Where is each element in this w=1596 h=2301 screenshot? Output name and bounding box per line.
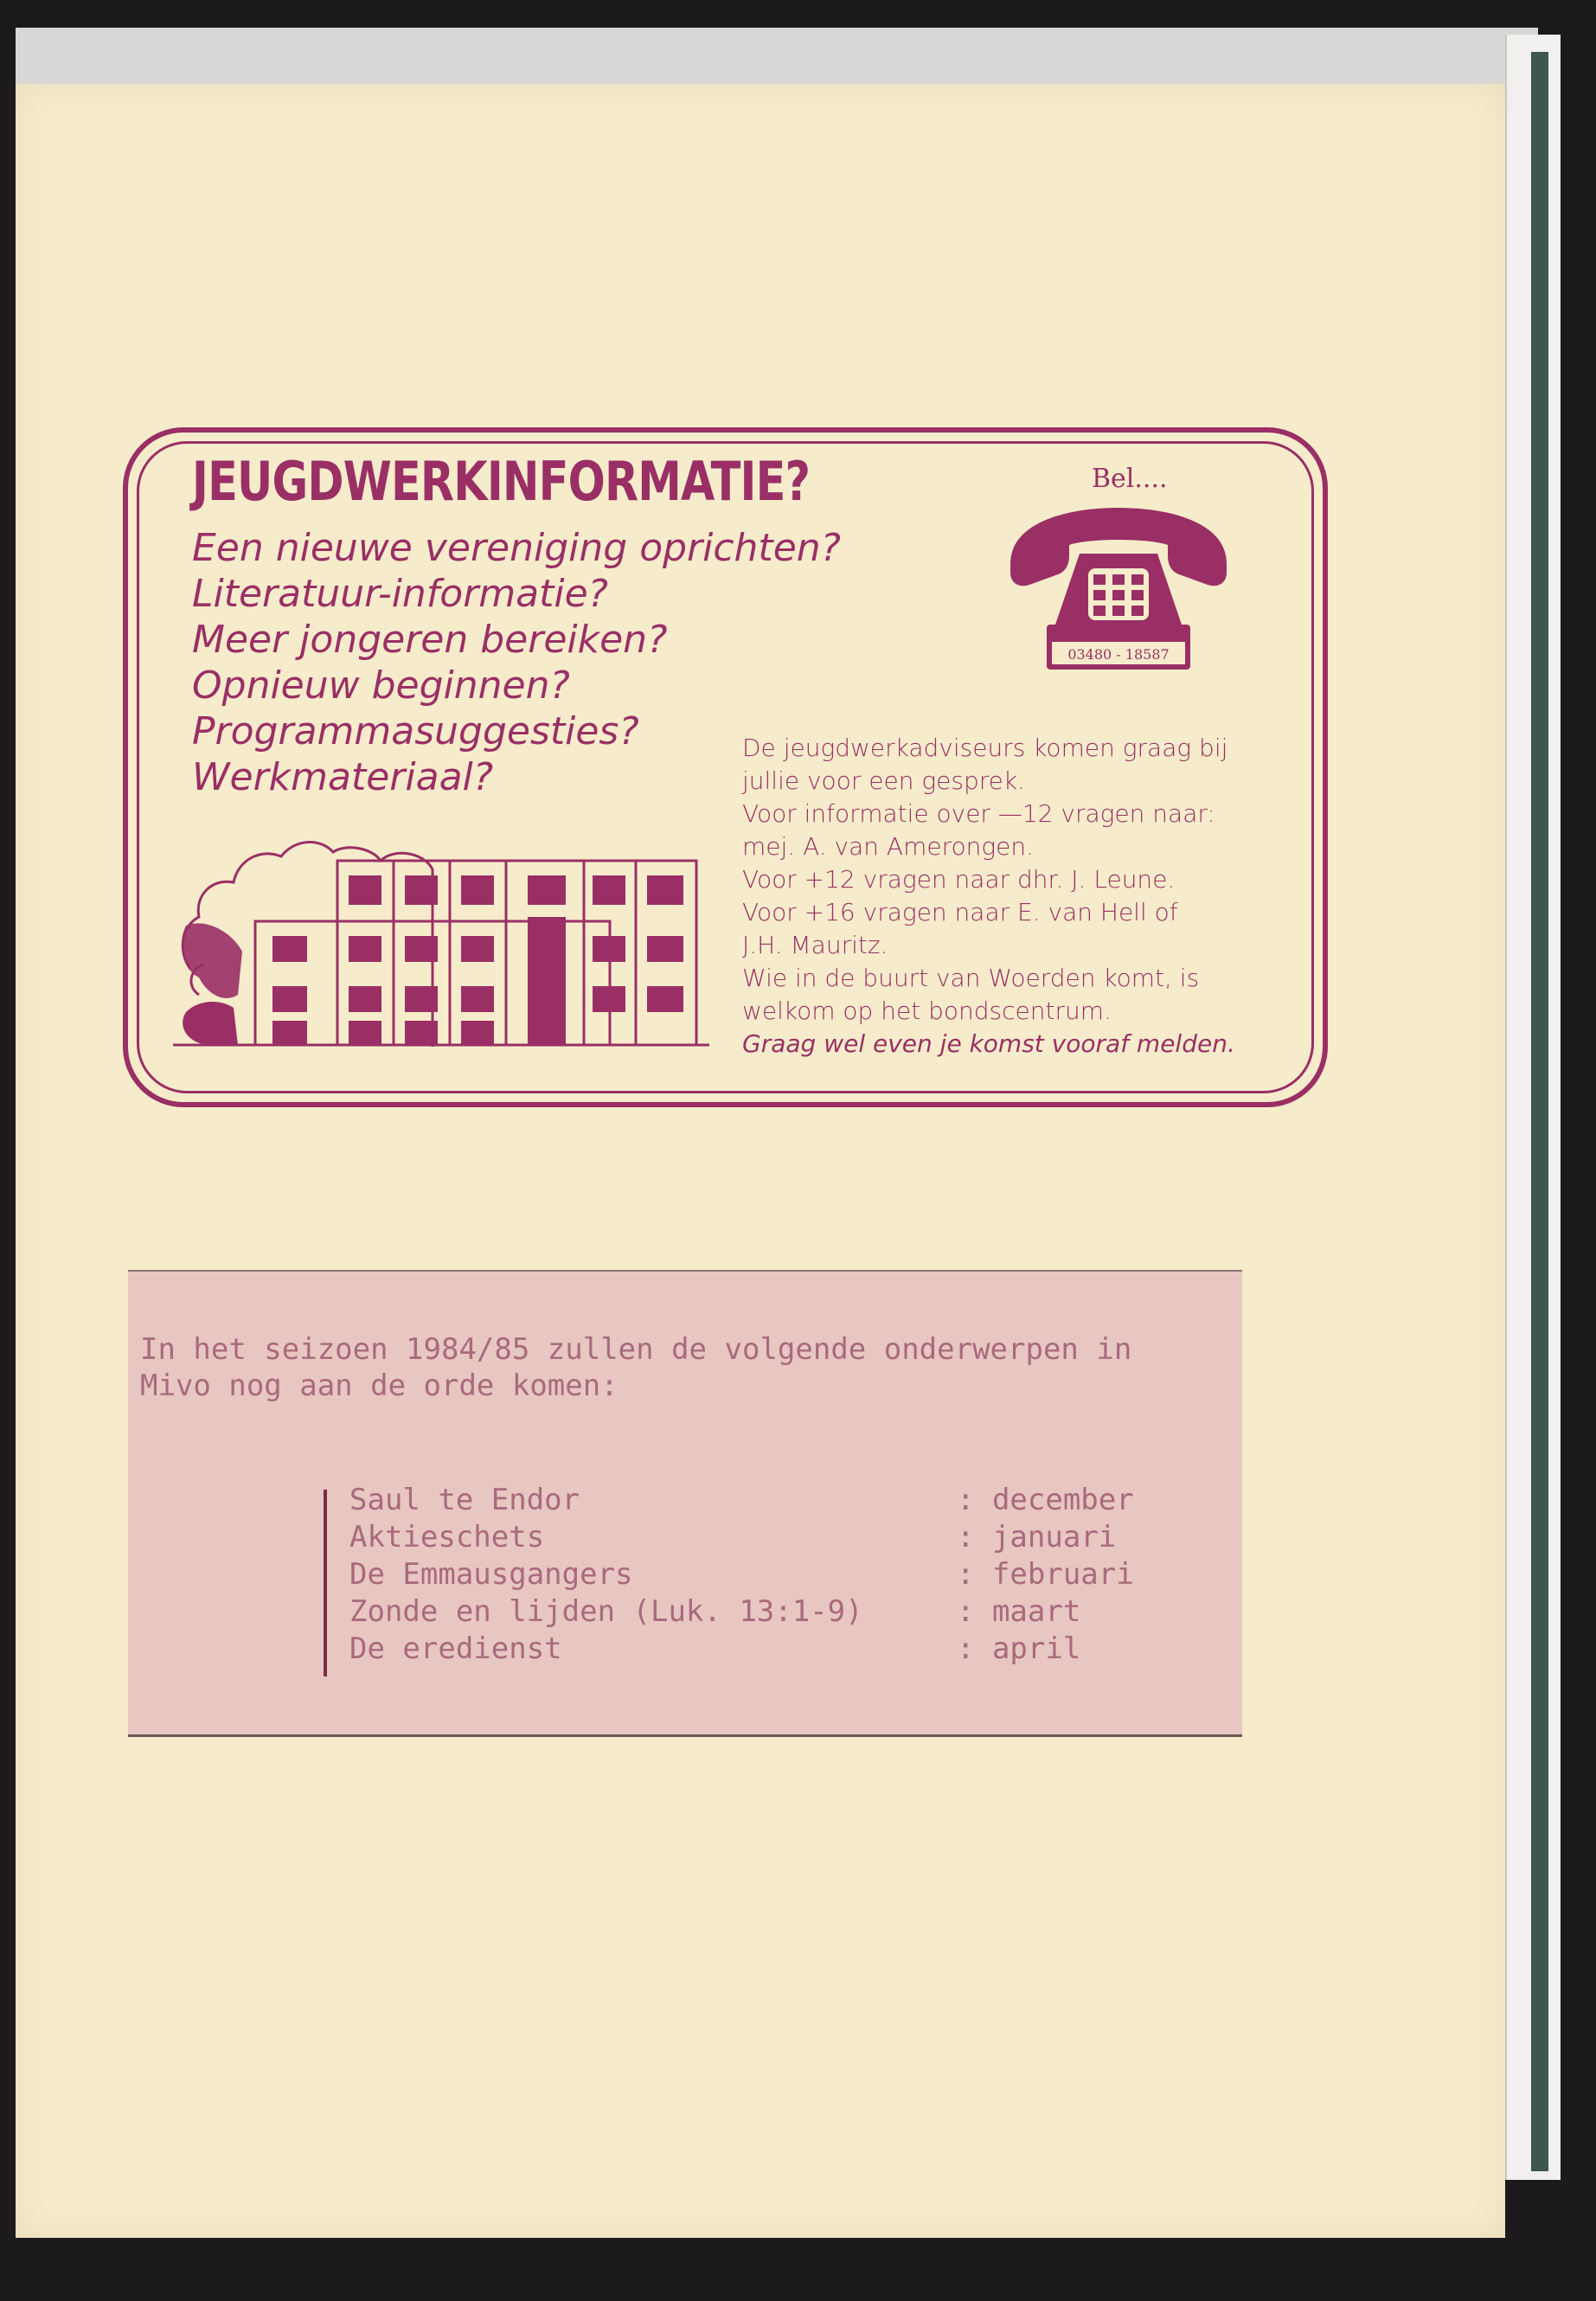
info-line: Wie in de buurt van Woerden komt, is <box>742 964 1200 992</box>
info-line: Voor +16 vragen naar E. van Hell of <box>742 898 1178 926</box>
topic-month: : maart <box>957 1594 1081 1629</box>
notice-intro: Mivo nog aan de orde komen: <box>140 1368 619 1403</box>
binder-cover-edge <box>1531 52 1548 2171</box>
topic-month: : april <box>957 1631 1081 1666</box>
info-line: Voor +12 vragen naar dhr. J. Leune. <box>742 865 1176 894</box>
page-edge <box>16 28 1538 88</box>
ad-question: Opnieuw beginnen? <box>192 663 570 708</box>
topic-subject: Aktieschets <box>349 1520 545 1554</box>
ad-question: Meer jongeren bereiken? <box>192 618 668 662</box>
info-line: Voor informatie over —12 vragen naar: <box>742 799 1215 828</box>
info-line-closing: Graag wel even je komst vooraf melden. <box>742 1029 1235 1058</box>
topic-list-rule <box>324 1490 327 1676</box>
info-line: welkom op het bondscentrum. <box>742 997 1112 1025</box>
document-page <box>16 84 1505 2238</box>
topic-month: : januari <box>957 1520 1117 1554</box>
info-line: J.H. Mauritz. <box>742 931 888 959</box>
ad-question: Een nieuwe vereniging oprichten? <box>192 526 841 570</box>
ad-question: Werkmateriaal? <box>192 755 494 799</box>
topic-month: : februari <box>957 1557 1134 1592</box>
bondscentrum-building-illustration <box>173 822 709 1048</box>
ad-title: JEUGDWERKINFORMATIE? <box>192 450 811 513</box>
ad-question: Literatuur-informatie? <box>192 572 609 616</box>
info-line: mej. A. van Amerongen. <box>742 832 1035 861</box>
telephone-icon <box>1002 503 1235 687</box>
info-line: De jeugdwerkadviseurs komen graag bij <box>742 734 1228 762</box>
photo-background-bottom <box>0 2238 1596 2301</box>
topic-month: : december <box>957 1483 1134 1517</box>
notice-intro: In het seizoen 1984/85 zullen de volgende onderwerpen in <box>140 1332 1132 1367</box>
topic-subject: Zonde en lijden (Luk. 13:1-9) <box>349 1594 863 1629</box>
topic-subject: De Emmausgangers <box>349 1557 633 1592</box>
call-label: Bel.... <box>1092 464 1168 494</box>
topic-subject: De eredienst <box>349 1631 562 1666</box>
phone-number: 03480 - 18587 <box>1067 646 1170 663</box>
info-line: jullie voor een gesprek. <box>742 766 1025 795</box>
topic-subject: Saul te Endor <box>349 1483 580 1517</box>
ad-question: Programmasuggesties? <box>192 709 639 753</box>
